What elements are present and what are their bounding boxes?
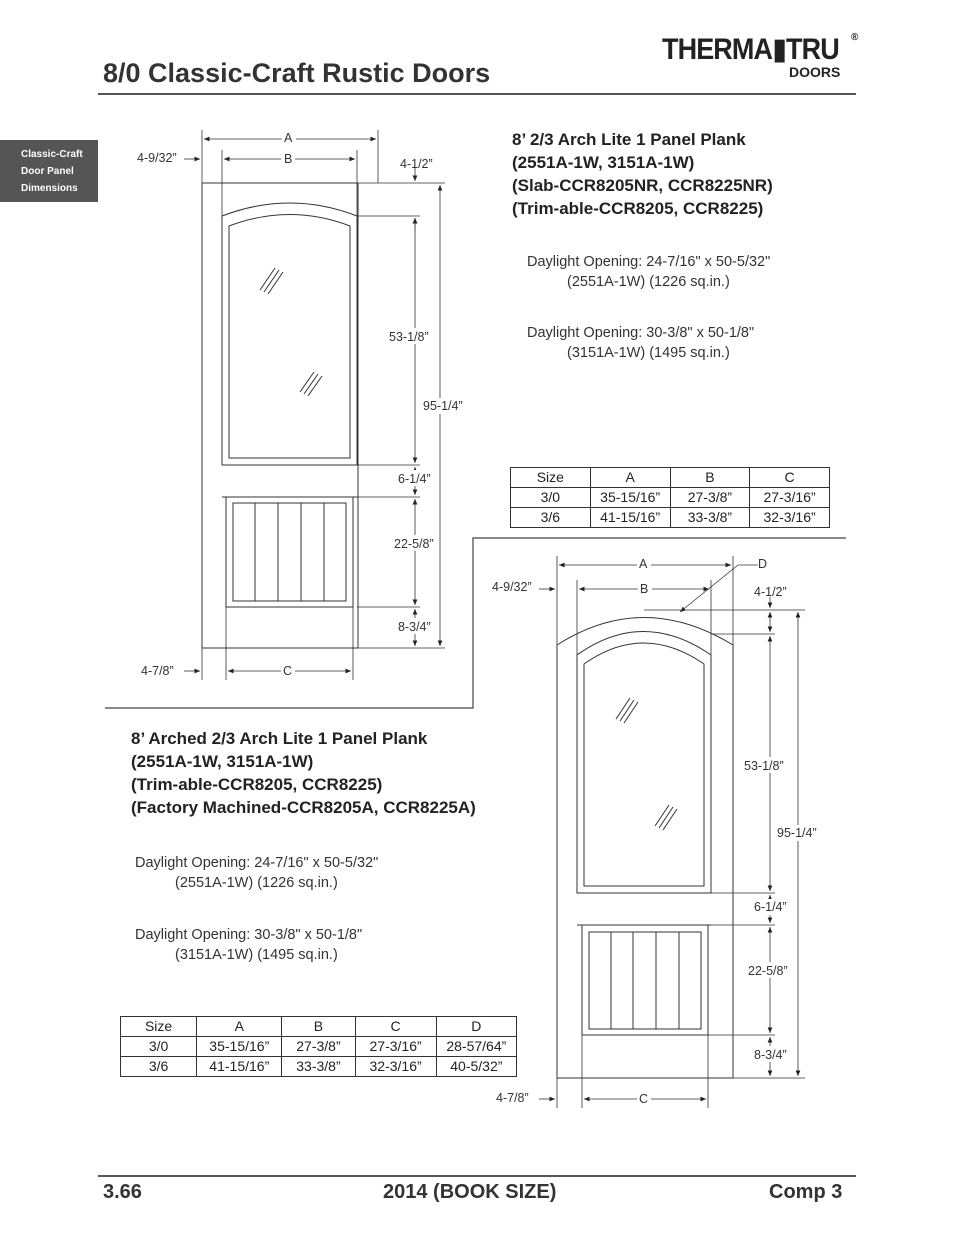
door1-dim-lock-rail: 6-1/4”: [398, 472, 431, 486]
door1-dim-glass-height: 53-1/8”: [389, 330, 429, 344]
door1-dim-B: B: [284, 152, 293, 166]
table-cell: 35-15/16”: [197, 1037, 282, 1057]
table-header-cell: A: [590, 468, 670, 488]
daylight-opening-text: Daylight Opening: 24-7/16" x 50-5/32": [135, 855, 379, 871]
door2-dim-bottom-stile: 4-7/8”: [496, 1091, 529, 1105]
table-cell: 27-3/8”: [670, 488, 750, 508]
door2-dim-overall-height: 95-1/4”: [777, 826, 817, 840]
side-tab-line: Dimensions: [21, 183, 78, 194]
door1-dim-top-rail: 4-1/2”: [400, 157, 433, 171]
door2-daylight-2551: [135, 853, 378, 893]
door2-title-line: (Factory Machined-CCR8205A, CCR8225A): [131, 798, 476, 817]
table-row: [121, 1037, 517, 1057]
door1-title-line: 8’ 2/3 Arch Lite 1 Panel Plank: [512, 130, 746, 149]
door2-dim-lock-rail: 6-1/4”: [754, 900, 787, 914]
door1-dim-C: C: [283, 664, 293, 678]
door2-dim-C: C: [639, 1092, 649, 1106]
door1-dim-overall-height: 95-1/4”: [423, 399, 463, 413]
table-cell: 3/0: [121, 1037, 197, 1057]
door2-dim-left-stile: 4-9/32”: [492, 580, 532, 594]
table-header-cell: A: [197, 1017, 282, 1037]
door2-plank-panel: [589, 932, 701, 1029]
table-cell: 41-15/16”: [590, 508, 670, 528]
door2-glass: [584, 643, 704, 886]
table-cell: 27-3/8”: [282, 1037, 355, 1057]
table-cell: 33-3/8”: [282, 1057, 355, 1077]
door1-dim-A: A: [284, 131, 293, 145]
door2-title-line: 8’ Arched 2/3 Arch Lite 1 Panel Plank: [131, 729, 428, 748]
table-cell: 40-5/32”: [436, 1057, 516, 1077]
daylight-opening-text: Daylight Opening: 30-3/8" x 50-1/8": [135, 927, 363, 943]
daylight-model-text: (2551A-1W) (1226 sq.in.): [175, 875, 338, 891]
door2-dim-D: D: [758, 557, 768, 571]
door2-panel-frame: [582, 925, 708, 1035]
door2-title: [131, 727, 476, 819]
door2-dim-panel-height: 22-5/8”: [748, 964, 788, 978]
door2-dim-B: B: [640, 582, 649, 596]
daylight-model-text: (2551A-1W) (1226 sq.in.): [567, 274, 730, 290]
table-header-cell: C: [355, 1017, 436, 1037]
door2-dim-glass-height: 53-1/8”: [744, 759, 784, 773]
door1-dim-panel-height: 22-5/8”: [394, 537, 434, 551]
table-header-row: [121, 1017, 517, 1037]
daylight-opening-text: Daylight Opening: 24-7/16" x 50-5/32": [527, 254, 771, 270]
door1-title-line: (Slab-CCR8205NR, CCR8225NR): [512, 176, 773, 195]
logo-wordmark: THERMA▮TRU: [662, 33, 839, 66]
side-tab-line: Classic-Craft: [21, 149, 83, 160]
table-cell: 27-3/16”: [750, 488, 830, 508]
door2-dim-bottom-rail: 8-3/4”: [754, 1048, 787, 1062]
table-header-cell: Size: [511, 468, 591, 488]
page-number: 3.66: [103, 1181, 142, 1203]
door2-dim-top-rail: 4-1/2”: [754, 585, 787, 599]
table-header-cell: C: [750, 468, 830, 488]
table-row: [121, 1057, 517, 1077]
table-header-cell: D: [436, 1017, 516, 1037]
door1-title-line: (Trim-able-CCR8205, CCR8225): [512, 199, 764, 218]
door2-size-table: [120, 1016, 517, 1077]
door1-title-line: (2551A-1W, 3151A-1W): [512, 153, 695, 172]
table-header-cell: Size: [121, 1017, 197, 1037]
edition-label: 2014 (BOOK SIZE): [383, 1181, 557, 1203]
table-cell: 28-57/64”: [436, 1037, 516, 1057]
page-title: 8/0 Classic-Craft Rustic Doors: [103, 58, 491, 88]
door2-slab: [557, 618, 733, 1079]
door2-title-line: (Trim-able-CCR8205, CCR8225): [131, 775, 383, 794]
table-cell: 33-3/8”: [670, 508, 750, 528]
section-label: Comp 3: [769, 1181, 843, 1203]
table-header-cell: B: [670, 468, 750, 488]
door2-daylight-3151: [135, 925, 362, 965]
daylight-opening-text: Daylight Opening: 30-3/8" x 50-1/8": [527, 325, 755, 341]
table-cell: 32-3/16”: [750, 508, 830, 528]
table-cell: 27-3/16”: [355, 1037, 436, 1057]
table-cell: 3/0: [511, 488, 591, 508]
daylight-model-text: (3151A-1W) (1495 sq.in.): [175, 947, 338, 963]
door1-dim-left-stile: 4-9/32”: [137, 151, 177, 165]
daylight-model-text: (3151A-1W) (1495 sq.in.): [567, 345, 730, 361]
door2-title-line: (2551A-1W, 3151A-1W): [131, 752, 314, 771]
door1-dim-bottom-stile: 4-7/8”: [141, 664, 174, 678]
table-cell: 41-15/16”: [197, 1057, 282, 1077]
table-cell: 3/6: [121, 1057, 197, 1077]
logo-registered-mark: ®: [851, 32, 859, 43]
footer-rule: [98, 1175, 856, 1177]
table-cell: 35-15/16”: [590, 488, 670, 508]
door1-dim-bottom-rail: 8-3/4”: [398, 620, 431, 634]
door2-dim-A: A: [639, 557, 648, 571]
table-cell: 32-3/16”: [355, 1057, 436, 1077]
table-cell: 3/6: [511, 508, 591, 528]
logo-subtext: DOORS: [789, 64, 841, 80]
table-header-cell: B: [282, 1017, 355, 1037]
side-tab-line: Door Panel: [21, 166, 74, 177]
